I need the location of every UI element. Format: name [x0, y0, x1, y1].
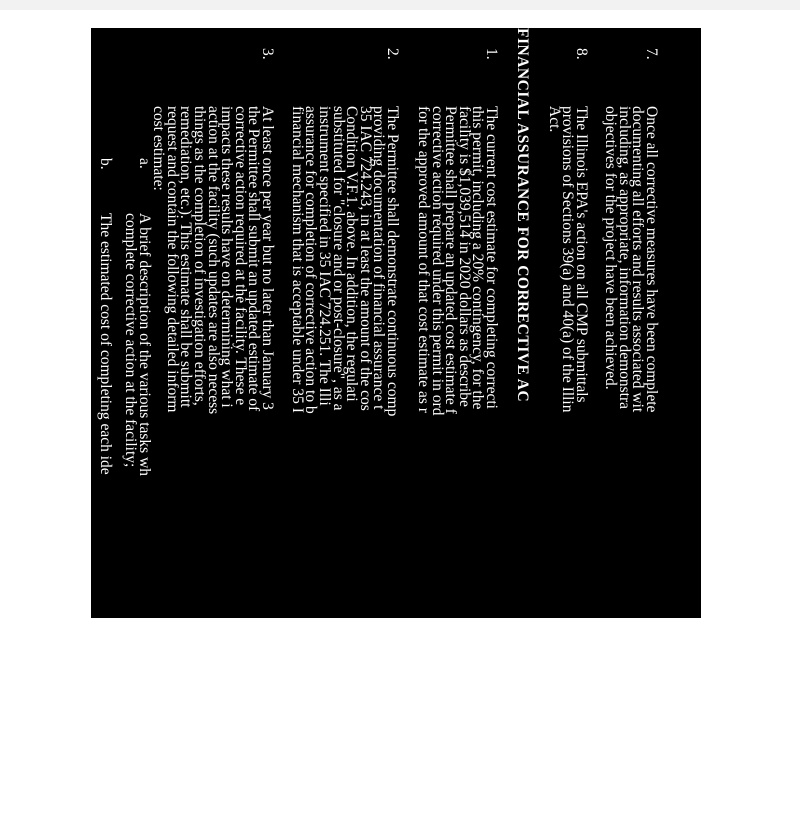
rotated-document-content — [29, 28, 701, 618]
text-line: impacts these results have on determining what i — [218, 106, 236, 408]
right-margin — [701, 28, 800, 618]
text-line: assurance for completion of corrective action to b — [302, 106, 320, 414]
sub-item-d-text — [31, 213, 58, 833]
text-line: provisions of Sections 39(a) and 40(a) of the Illin — [559, 106, 577, 413]
item-number: 1. — [483, 48, 500, 60]
text-line: A 20% adjustment for contingencies to th — [70, 213, 87, 471]
text-line: objectives for the project have been achieved. — [602, 106, 620, 390]
sub-item-b-text — [98, 213, 112, 833]
text-line: corrective action required under this permit in ord — [428, 106, 446, 416]
item-7-text — [604, 106, 658, 726]
item-number: 3. — [259, 48, 276, 60]
text-line: The current cost estimate for completing correcti — [483, 106, 500, 409]
text-line: Condition V.F.1. above. In addition, the regulati — [343, 106, 361, 402]
text-line: The Permittee shall demonstrate continuous comp — [384, 106, 401, 417]
text-line: 35 IAC 724.243, in at least the amount of the cos — [356, 106, 374, 411]
item-8-text — [547, 106, 588, 726]
text-line: for the approved amount of that cost estimate as r — [415, 106, 433, 413]
item-number: 8. — [573, 48, 590, 60]
text-line: the Permittee shall submit an updated estimate of — [245, 106, 263, 412]
text-line: corrective action required at the facility. These e — [231, 106, 249, 406]
text-line: The Illinois EPA's action on all CMP submittals — [573, 106, 590, 403]
text-line: cost estimate: — [150, 106, 168, 191]
text-line: financial mechanism that is acceptable under 35 I — [288, 106, 306, 413]
text-line: Once all corrective measures have been complete — [643, 106, 660, 413]
item-number: 2. — [384, 48, 401, 60]
sub-item-letter: c. — [70, 158, 87, 169]
sub-item-c-text — [71, 213, 85, 833]
text-line: Act. — [545, 106, 563, 133]
fin-item-2-text — [290, 106, 399, 726]
text-line: An identification of the resources needed — [43, 213, 60, 469]
text-line: Permittee shall prepare an updated cost estimate f — [442, 106, 460, 414]
text-line: The estimated cost of completing each ide — [97, 213, 114, 475]
sub-item-letter: d. — [43, 158, 60, 170]
text-line: documenting all efforts and results associated wit — [629, 106, 647, 413]
text-line: providing documentation of financial assurance t — [370, 106, 388, 410]
text-line: complete corrective action at the facility; — [122, 213, 140, 468]
text-line: instrument specified in 35 IAC 724.251. The Illi — [316, 106, 334, 406]
section-title: FINANCIAL ASSURANCE FOR CORRECTIVE AC — [514, 28, 531, 403]
item-number: 7. — [643, 48, 660, 60]
sub-item-letter: a. — [136, 158, 153, 169]
text-line: this permit, including a 20% contingency, for the — [469, 106, 487, 410]
text-line: facility is $1,039,514 in 2020 dollars as describe — [455, 106, 473, 407]
text-line: A brief description of the various tasks wh — [136, 213, 153, 477]
text-line: request and contain the following detailed inform — [163, 106, 181, 413]
sub-item-letter: b. — [97, 158, 114, 170]
text-line: remediation, etc.). This estimate shall be submitt — [177, 106, 195, 408]
text-line: including, as appropriate, information demonstra — [615, 106, 633, 410]
scanned-document-page — [29, 28, 701, 618]
fin-item-1-text — [416, 106, 498, 726]
text-line: things as the completion of investigation efforts, — [191, 106, 209, 406]
text-line: At least once per year but no later than January 3 — [259, 106, 276, 410]
text-line: substituted for "closure and or post-closure", as a — [329, 106, 347, 411]
top-border — [0, 0, 800, 10]
sub-item-a-text — [124, 213, 151, 833]
fin-item-3-text — [152, 106, 274, 726]
text-line: amount) and the unit cost of each require — [29, 213, 47, 468]
text-line: action at the facility (such updates are also necess — [204, 106, 222, 415]
